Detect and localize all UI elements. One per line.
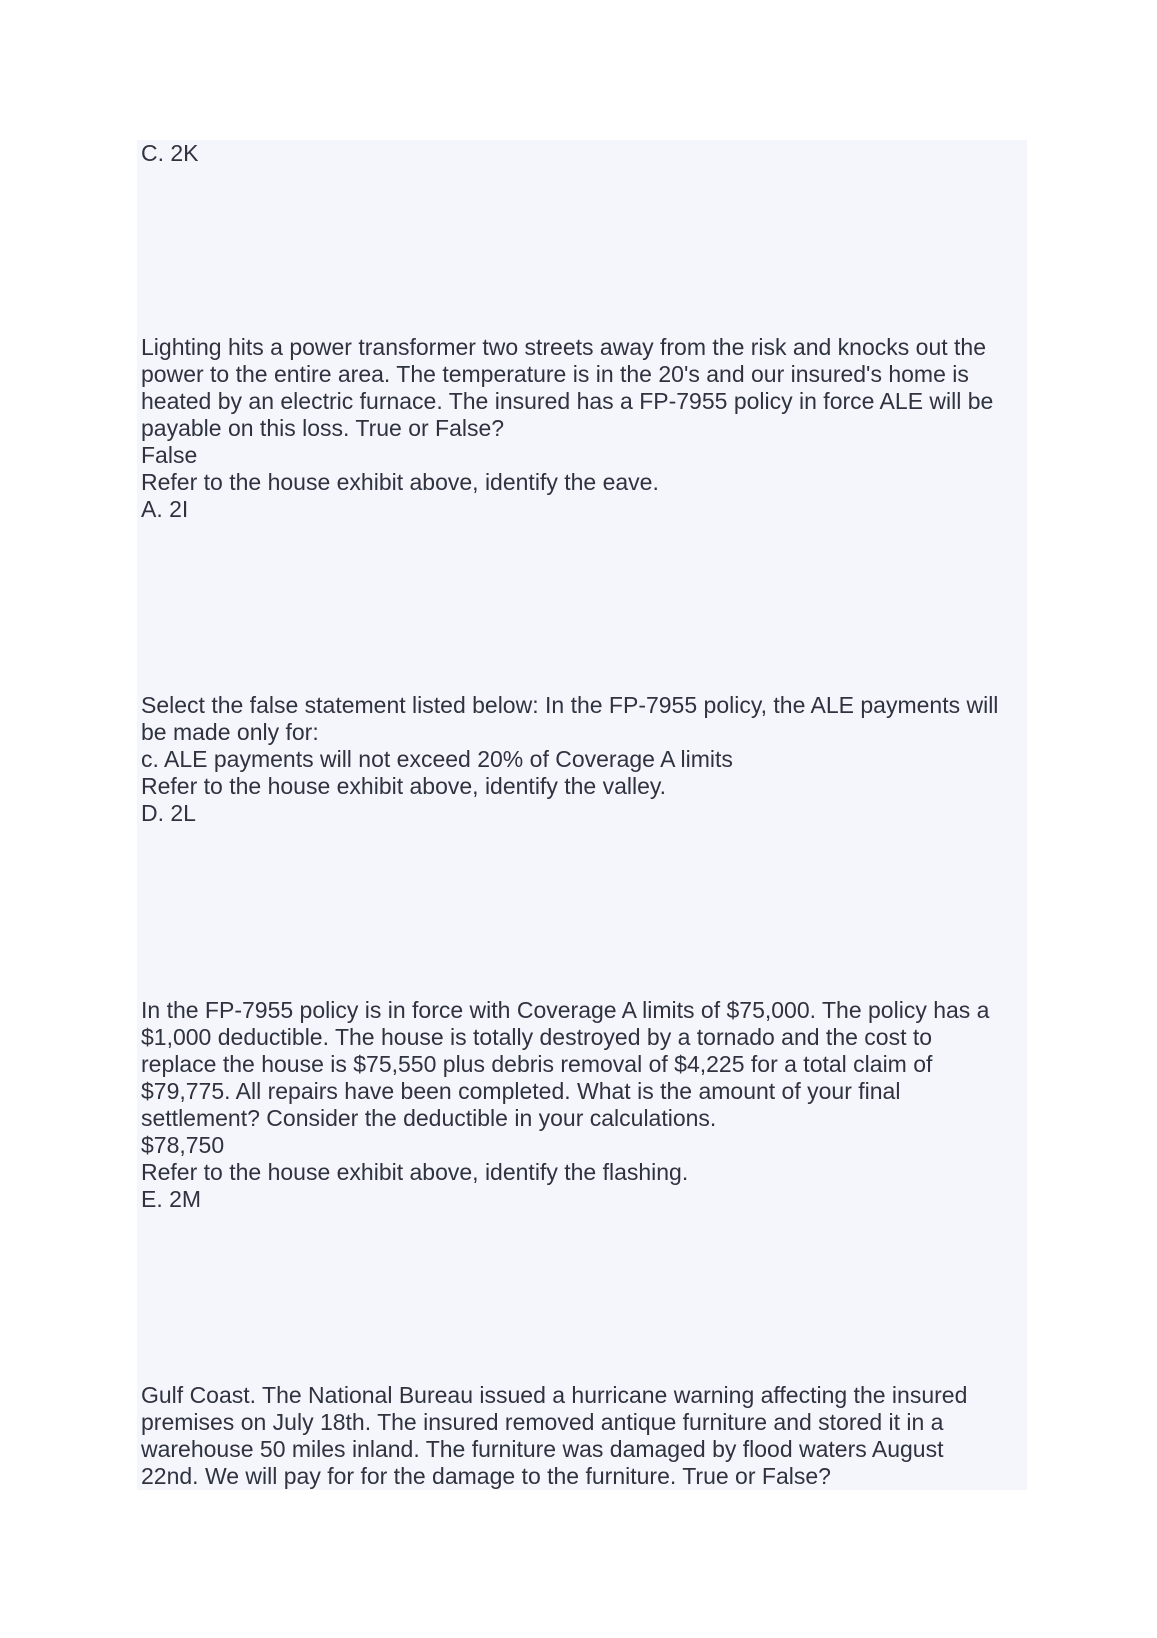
answer-text: D. 2L: [141, 800, 196, 826]
question-line: Lighting hits a power transformer two streets away from the risk and knocks out the: [141, 334, 986, 360]
question-line: Refer to the house exhibit above, identify the valley.: [141, 773, 667, 799]
question-line: power to the entire area. The temperature is in the 20's and our insured's home is: [141, 361, 969, 387]
question-line: payable on this loss. True or False?: [141, 415, 505, 441]
question-line: heated by an electric furnace. The insured has a FP-7955 policy in force ALE will be: [141, 388, 994, 414]
question-line: $1,000 deductible. The house is totally destroyed by a tornado and the cost to: [141, 1024, 933, 1050]
question-line: settlement? Consider the deductible in your calculations.: [141, 1105, 717, 1131]
question-line: Refer to the house exhibit above, identify the eave.: [141, 469, 659, 495]
answer-text: c. ALE payments will not exceed 20% of Coverage A limits: [141, 746, 733, 772]
question-line: premises on July 18th. The insured removed antique furniture and stored it in a: [141, 1409, 944, 1435]
answer-text: C. 2K: [141, 140, 199, 166]
question-line: warehouse 50 miles inland. The furniture was damaged by flood waters August: [141, 1436, 944, 1462]
answer-text: $78,750: [141, 1132, 225, 1158]
question-line: Select the false statement listed below: In the FP-7955 policy, the ALE payments will: [141, 692, 999, 718]
question-line: Refer to the house exhibit above, identify the flashing.: [141, 1159, 689, 1185]
question-line: In the FP-7955 policy is in force with Coverage A limits of $75,000. The policy has a: [141, 997, 990, 1023]
answer-text: E. 2M: [141, 1186, 202, 1212]
question-line: $79,775. All repairs have been completed. What is the amount of your final: [141, 1078, 901, 1104]
question-line: replace the house is $75,550 plus debris removal of $4,225 for a total claim of: [141, 1051, 933, 1077]
question-line: Gulf Coast. The National Bureau issued a hurricane warning affecting the insured: [141, 1382, 968, 1408]
question-line: be made only for:: [141, 719, 319, 745]
answer-text: A. 2I: [141, 496, 189, 522]
answer-text: False: [141, 442, 198, 468]
question-line: 22nd. We will pay for for the damage to the furniture. True or False?: [141, 1463, 831, 1489]
